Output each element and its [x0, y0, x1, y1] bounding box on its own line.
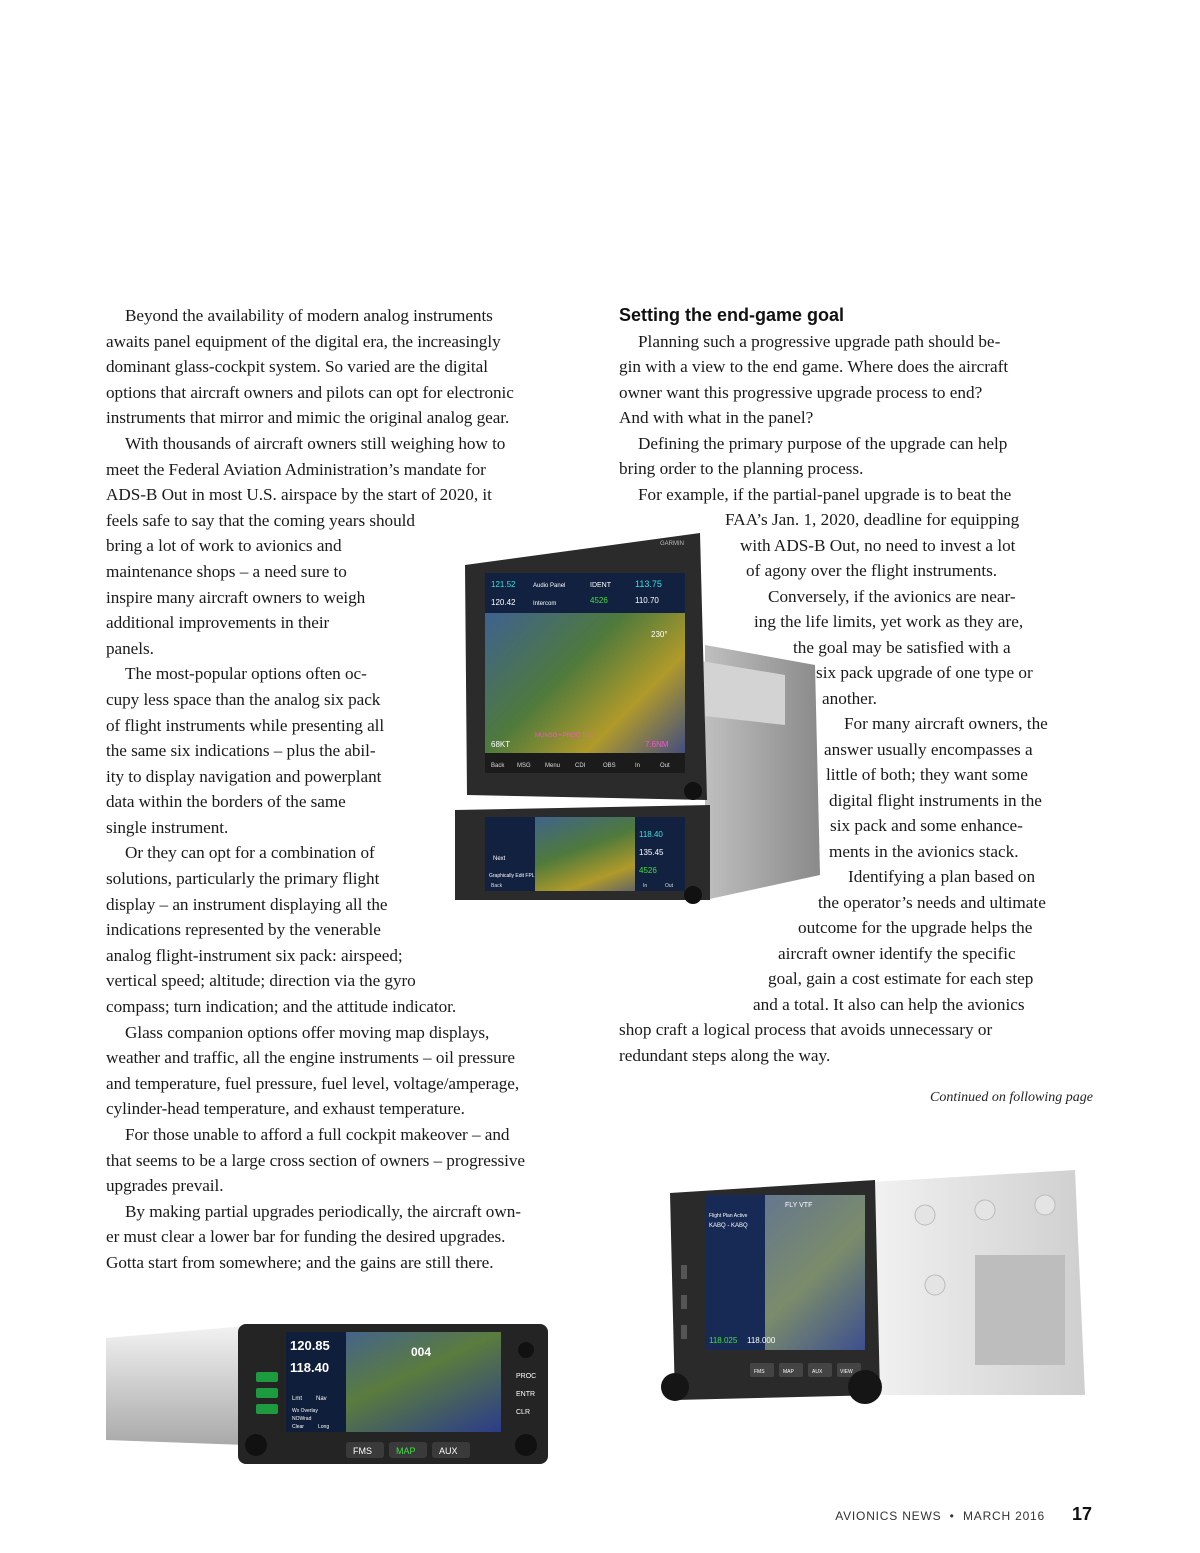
ifd-vent-grille [975, 1255, 1065, 1365]
publication-name: AVIONICS NEWS [835, 1509, 942, 1523]
ifd-unit-illustration [655, 1165, 1095, 1410]
ifd-view-button: VIEW [840, 1369, 853, 1375]
body-paragraph-5: Glass companion options offer moving map displays, weather and traffic, all the engine instruments – oil pressure and temperature, fuel pressure, fuel level, voltage/amperage, cylinder-head temperature, and exhaust temperature. [106, 1022, 520, 1119]
ifd-route: KABQ - KABQ [709, 1223, 748, 1229]
gtn-label-nowrad: NOWrad [292, 1416, 312, 1422]
avionics-stack-illustration [455, 525, 825, 910]
ifd-aux-button: AUX [812, 1369, 823, 1375]
footer-text [835, 1509, 1045, 1523]
page-number: 17 [1071, 1504, 1092, 1524]
body-paragraph-7: By making partial upgrades periodically, the aircraft own- er must clear a lower bar for funding the desired upgrades. Gotta start from somewhere; and the gains are still there. [106, 1201, 521, 1272]
ifd-freq-2: 118.000 [747, 1336, 776, 1345]
bottom-com-active: 118.40 [639, 830, 663, 839]
bottom-softkey-in: In [643, 883, 648, 889]
right-line: the operator’s needs and ultimate [818, 893, 1046, 912]
right-line: For many aircraft owners, the [844, 714, 1048, 733]
gtn-entr-key: ENTR [516, 1391, 536, 1398]
gtn-aux-button: AUX [439, 1446, 458, 1456]
ifd-fms-button: FMS [754, 1369, 765, 1375]
right-line: ments in the avionics stack. [829, 842, 1019, 861]
right-line: and a total. It also can help the avionics [753, 995, 1025, 1014]
right-line: gin with a view to the end game. Where does the aircraft [619, 357, 1009, 376]
bottom-knob [684, 886, 702, 904]
body-paragraph-1: Beyond the availability of modern analog instruments awaits panel equipment of the digital era, the increasingly dominant glass-cockpit system. So varied are the digital options that aircraft owners and pilots can opt for electronic instruments that mirror and mimic the original analog gear. [106, 306, 514, 428]
gtn-proc-key: PROC [516, 1373, 537, 1380]
gtn-com-active: 120.85 [290, 1338, 330, 1353]
com-active: 121.52 [491, 580, 516, 589]
gtn-map-button: MAP [396, 1446, 416, 1456]
gtn-waypoint: 004 [411, 1345, 432, 1359]
gtn-fms-button: FMS [353, 1446, 372, 1456]
gtn-label-clear: Clear [292, 1424, 304, 1430]
ifd-right-knob [848, 1370, 882, 1404]
right-line: redundant steps along the way. [619, 1046, 831, 1065]
gtn-top-knob [518, 1342, 534, 1358]
right-line: Identifying a plan based on [848, 867, 1036, 886]
figure-avionics-stack [455, 525, 825, 910]
body-paragraph-6: For those unable to afford a full cockpit makeover – and that seems to be a large cross section of owners – progressive upgrades prevail. [106, 1125, 525, 1196]
right-line: aircraft owner identify the specific [778, 944, 1016, 963]
right-line: six pack and some enhance- [830, 816, 1023, 835]
right-line: owner want this progressive upgrade process to end? [619, 383, 983, 402]
groundspeed-readout: 68KT [491, 740, 511, 749]
gtn-label-long: Long [318, 1424, 330, 1430]
audio-panel-label: Audio Panel [533, 583, 566, 589]
distance-readout: 7.6NM [645, 740, 669, 749]
issue-date: MARCH 2016 [962, 1509, 1045, 1523]
right-line: And with what in the panel? [619, 408, 814, 427]
brand-logo-top: GARMIN [660, 541, 684, 547]
softkey-menu: Menu [545, 763, 561, 769]
right-line: goal, gain a cost estimate for each step [768, 969, 1034, 988]
bottom-squawk: 4526 [639, 866, 657, 875]
route-readout: MUNSO • PROC Turn [535, 733, 594, 739]
ifd-flight-plan-label: Flight Plan Active [709, 1213, 748, 1219]
section-heading: Setting the end-game goal [619, 305, 845, 325]
right-line: ing the life limits, yet work as they are, [754, 612, 1024, 631]
softkey-back: Back [491, 763, 505, 769]
right-line: outcome for the upgrade helps the [798, 918, 1033, 937]
softkey-out: Out [660, 763, 670, 769]
page-footer [800, 1500, 1100, 1530]
right-line: digital flight instruments in the [829, 791, 1042, 810]
body-paragraph-3: The most-popular options often oc- cupy less space than the analog six pack of flight instruments while presenting all the same six indications – plus the abil- ity to display navigation and powerplant data within the borders of the same single instrument. [106, 664, 385, 837]
track-readout: 230° [651, 630, 668, 639]
right-line: little of both; they want some [826, 765, 1028, 784]
top-knob [684, 782, 702, 800]
bottom-com-standby: 135.45 [639, 848, 664, 857]
body-paragraph-2: With thousands of aircraft owners still weighing how to meet the Federal Aviation Administration’s mandate for ADS-B Out in most U.S. airspace by the start of 2020, it feels safe to say that the coming years should bring a lot of work to avionics and maintenance shops – a need sure to inspire many aircraft owners to weigh additional improvements in their panels. [106, 433, 506, 658]
softkey-cdi: CDI [575, 763, 586, 769]
right-line: six pack upgrade of one type or [816, 663, 1033, 682]
right-line: shop craft a logical process that avoids unnecessary or [619, 1020, 993, 1039]
right-line: Defining the primary purpose of the upgrade can help [638, 434, 1008, 453]
intercom-label: Intercom [533, 601, 557, 607]
right-line: For example, if the partial-panel upgrade is to beat the [638, 485, 1012, 504]
softkey-msg: MSG [517, 763, 531, 769]
body-paragraph-4: Or they can opt for a combination of solutions, particularly the primary flight display – an instrument displaying all the indications represented by the venerable analog flight-instrument six pack: airspeed; vertical speed; altitude; direction via the gyro compass; turn indication; and the attitude indicator. [106, 843, 457, 1017]
ident-label: IDENT [590, 582, 611, 589]
right-line: answer usually encompasses a [824, 740, 1033, 759]
gtn-left-knob [245, 1434, 267, 1456]
ifd-map-button: MAP [783, 1369, 794, 1375]
right-line: Planning such a progressive upgrade path should be- [638, 332, 1001, 351]
gtn-com-standby: 118.40 [290, 1360, 330, 1375]
ifd-left-knob [661, 1373, 689, 1401]
ifd-freq-1: 118.025 [709, 1336, 738, 1345]
gtn-unit-illustration [106, 1320, 566, 1470]
gtn-label-lmt: Lmt [292, 1396, 303, 1402]
next-button-label: Next [493, 856, 506, 862]
right-line: Conversely, if the avionics are near- [768, 587, 1016, 606]
bottom-softkey-out: Out [665, 883, 674, 889]
softkey-obs: OBS [603, 763, 616, 769]
figure-gtn-unit [106, 1320, 566, 1470]
right-line: with ADS-B Out, no need to invest a lot [740, 536, 1016, 555]
com-standby: 120.42 [491, 598, 516, 607]
softkey-in: In [635, 763, 641, 769]
right-line: the goal may be satisfied with a [793, 638, 1011, 657]
gtn-right-knob [515, 1434, 537, 1456]
figure-ifd-unit [655, 1165, 1095, 1410]
right-line: bring order to the planning process. [619, 459, 864, 478]
gtn-clr-key: CLR [516, 1409, 531, 1416]
nav-active: 113.75 [635, 579, 662, 589]
right-line: another. [822, 689, 877, 708]
bottom-softkey-back: Back [491, 883, 503, 889]
ifd-header: FLY VTF [785, 1202, 813, 1209]
footer-bullet: • [945, 1509, 959, 1523]
nav-standby: 110.70 [635, 596, 659, 605]
right-line: of agony over the flight instruments. [746, 561, 998, 580]
continued-note: Continued on following page [930, 1090, 1093, 1105]
squawk-code: 4526 [590, 596, 608, 605]
gtn-label-nav: Nav [316, 1396, 327, 1402]
gtn-label-wx-overlay: Wx Overlay [292, 1408, 318, 1414]
edit-fpl-label: Graphically Edit FPL [489, 873, 535, 879]
right-line: FAA’s Jan. 1, 2020, deadline for equipping [725, 510, 1020, 529]
